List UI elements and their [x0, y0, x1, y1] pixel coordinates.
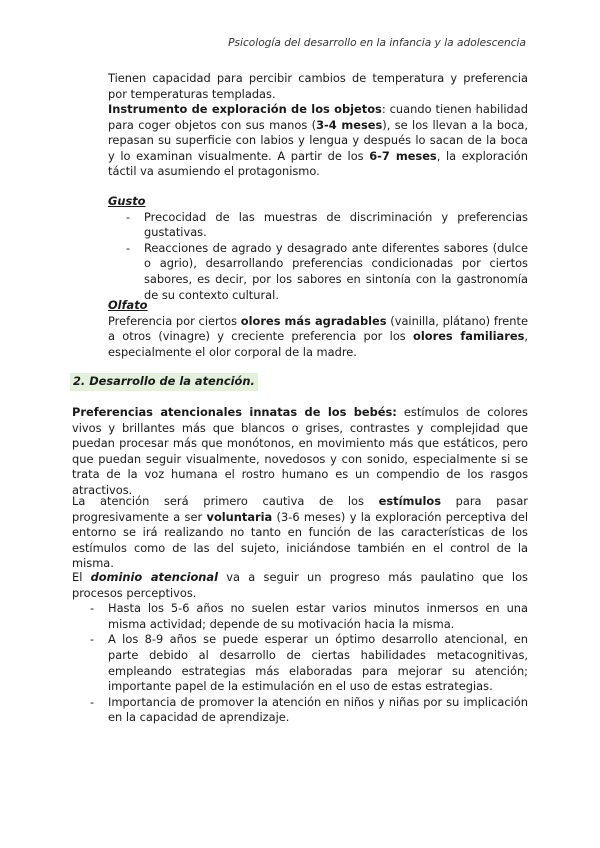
instrumento-text-3: , la exploración táctil va asumiendo el protagonismo.: [108, 148, 528, 179]
preferencias-paragraph: [72, 405, 528, 499]
gusto-list: [126, 209, 528, 304]
dash-bullet: -: [90, 601, 95, 616]
dominio-section: [72, 570, 528, 726]
cautiva-bold-2: voluntaria: [206, 509, 273, 524]
gusto-heading: Gusto: [108, 194, 146, 208]
preferencias-text: estímulos de colores vivos y brillantes más que blancos o grises, contrastes y complejidad que puedan procesar más que monótonos, en movimiento más que estáticos, pero que puedan seguir visualmente, novedosos y con sonido, especialmente si se trata de la voz humana el rostro humano es un compendio de los rasgos atractivos.: [72, 405, 528, 497]
olfato-bold-2: olores familiares: [413, 329, 525, 344]
dominio-list: [90, 601, 528, 726]
dash-bullet: -: [90, 694, 95, 709]
dash-bullet: -: [90, 632, 95, 647]
list-item: - Hasta los 5-6 años no suelen estar varios minutos inmersos en una misma actividad; depende de su motivación hacia la misma.: [90, 601, 528, 631]
dominio-paragraph: El dominio atencional va a seguir un progreso más paulatino que los procesos perceptivos.: [72, 570, 528, 600]
instrumento-bold-2: 6-7 meses: [369, 148, 437, 163]
list-item: - A los 8-9 años se puede esperar un óptimo desarrollo atencional, en parte debido al desarrollo de ciertas habilidades metacognitivas, empleando estrategias más elaboradas para mejorar su atención; importante papel de la estimulación en el uso de estas estrategias.: [90, 632, 528, 694]
dash-bullet: -: [126, 240, 131, 255]
temperatura-text: Tienen capacidad para percibir cambios de temperatura y preferencia por temperaturas templadas.: [108, 71, 528, 101]
list-item: - Reacciones de agrado y desagrado ante diferentes sabores (dulce o agrio), desarrollando preferencias condicionadas por ciertos sabores, es decir, por los sabores en sintonía con la gastronomía de su contexto cultural.: [126, 240, 528, 302]
dominio-term: dominio atencional: [90, 570, 218, 584]
temperatura-paragraph: [108, 71, 528, 102]
section-heading: 2. Desarrollo de la atención.: [70, 373, 258, 391]
instrumento-label: Instrumento de exploración de los objetos: [108, 102, 382, 116]
cautiva-paragraph: La atención será primero cautiva de los estímulos para pasar progresivamente a ser voluntaria (3-6 meses) y la exploración perceptiva del entorno se irá realizando no tanto en función de las características de los estímulos como de las del sujeto, iniciándose también en el control de la misma.: [72, 494, 528, 571]
olfato-paragraph: Preferencia por ciertos olores más agradables (vainilla, plátano) frente a otros (vinagre) y creciente preferencia por los olores familiares, especialmente el olor corporal de la madre.: [108, 313, 528, 359]
list-item: - Precocidad de las muestras de discriminación y preferencias gustativas.: [126, 209, 528, 240]
instrumento-text-1: : cuando tienen habilidad para coger objetos con sus manos (: [108, 102, 528, 132]
running-header: Psicología del desarrollo en la infancia y la adolescencia: [228, 37, 526, 49]
olfato-bold-1: olores más agradables: [240, 313, 387, 328]
dash-bullet: -: [126, 209, 131, 224]
preferencias-label: Preferencias atencionales innatas de los bebés:: [72, 405, 397, 419]
instrumento-bold-1: 3-4 meses: [316, 117, 383, 132]
instrumento-text-2: ), se los llevan a la boca, repasan su superficie con labios y lengua y después lo sacan de la boca y lo examinan visualmente. A partir de los: [108, 117, 528, 163]
instrumento-paragraph: [108, 102, 528, 180]
list-item: - Importancia de promover la atención en niños y niñas por su implicación en la capacidad de aprendizaje.: [90, 694, 528, 725]
olfato-section: [108, 298, 528, 360]
cautiva-bold-1: estímulos: [378, 494, 441, 508]
gusto-section: [108, 194, 528, 303]
olfato-heading: Olfato: [108, 298, 148, 312]
